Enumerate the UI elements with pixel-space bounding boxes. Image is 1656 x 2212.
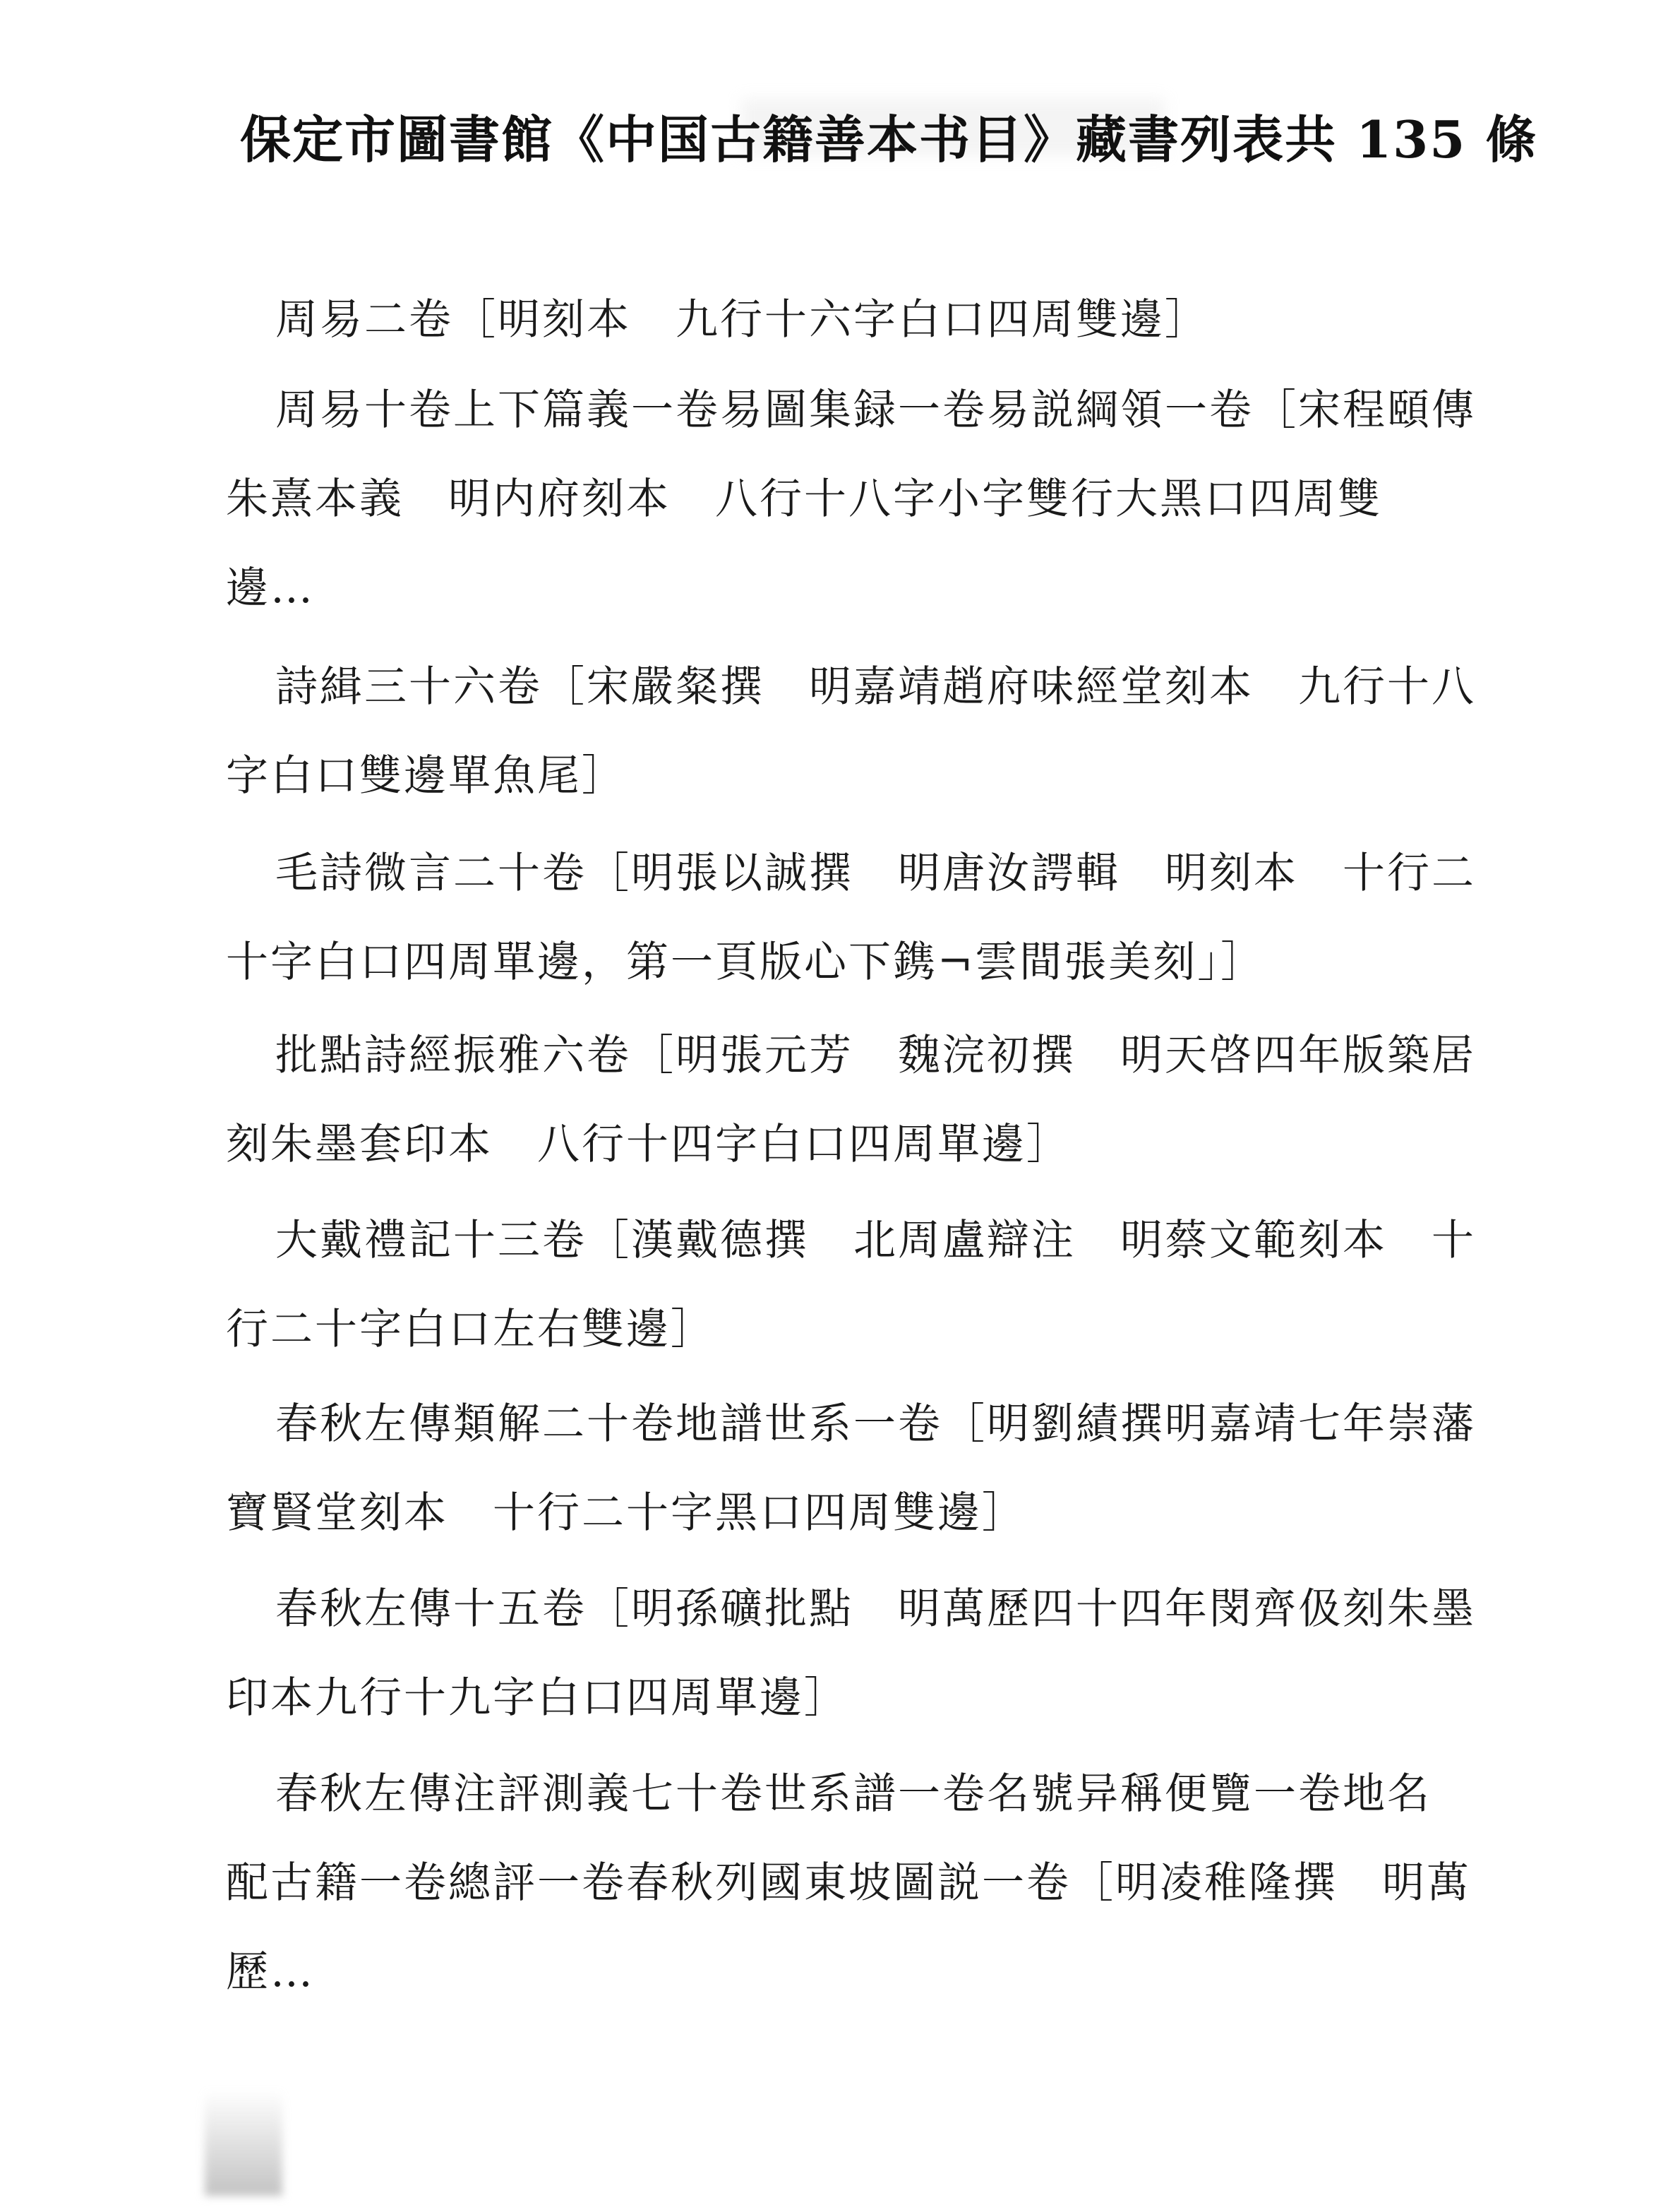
entry-line: 行二十字白口左右雙邊］ — [226, 1305, 715, 1354]
entry-line: 刻朱墨套印本 八行十四字白口四周單邊］ — [226, 1120, 1071, 1169]
entry-line: 邊… — [226, 563, 315, 613]
entry-line: 印本九行十九字白口四周單邊］ — [226, 1673, 848, 1723]
entry-line: 十字白口四周單邊，第一頁版心下鎸¬雲間張美刻」］ — [226, 938, 1266, 987]
entry-line: 大戴禮記十三卷［漢戴德撰 北周盧辯注 明蔡文範刻本 十 — [275, 1216, 1476, 1265]
book-entry — [226, 1196, 1476, 1374]
entry-line: 歷… — [226, 1947, 315, 1997]
book-entry — [226, 1565, 1476, 1742]
book-entry — [226, 1750, 1471, 2016]
entry-line: 配古籍一卷總評一卷春秋列國東坡圖説一卷［明凌稚隆撰 明萬 — [226, 1858, 1471, 1908]
page-title: 保定市圖書館《中国古籍善本书目》藏書列表共 135 條 — [240, 109, 1538, 169]
book-entry — [226, 829, 1476, 1007]
entry-line: 春秋左傳類解二十卷地譜世系一卷［明劉績撰明嘉靖七年崇藩 — [275, 1399, 1476, 1449]
entry-line: 朱熹本義 明内府刻本 八行十八字小字雙行大黑口四周雙 — [226, 474, 1382, 524]
entry-line: 毛詩微言二十卷［明張以誠撰 明唐汝諤輯 明刻本 十行二 — [275, 849, 1476, 898]
entry-line: 字白口雙邊單魚尾］ — [226, 751, 626, 801]
entry-line: 春秋左傳十五卷［明孫礦批點 明萬歷四十四年閔齊伋刻朱墨 — [275, 1584, 1476, 1634]
entry-line: 寶賢堂刻本 十行二十字黑口四周雙邊］ — [226, 1488, 1026, 1538]
entry-line: 詩緝三十六卷［宋嚴粲撰 明嘉靖趙府味經堂刻本 九行十八 — [275, 662, 1476, 712]
book-entry — [226, 642, 1476, 820]
entry-line: 周易十卷上下篇義一卷易圖集録一卷易説綱領一卷［宋程頤傳 — [275, 385, 1476, 435]
book-entry — [226, 1380, 1476, 1558]
entry-line: 春秋左傳注評測義七十卷世系譜一卷名號异稱便覽一卷地名 — [275, 1769, 1432, 1819]
book-entry — [226, 366, 1476, 633]
scan-smudge — [205, 2090, 282, 2196]
book-entry — [226, 275, 1398, 364]
entry-line: 批點詩經振雅六卷［明張元芳 魏浣初撰 明天啓四年版築居 — [275, 1031, 1476, 1080]
book-entry — [226, 1011, 1476, 1189]
entry-line: 周易二卷［明刻本 九行十六字白口四周雙邊］ — [275, 295, 1209, 345]
